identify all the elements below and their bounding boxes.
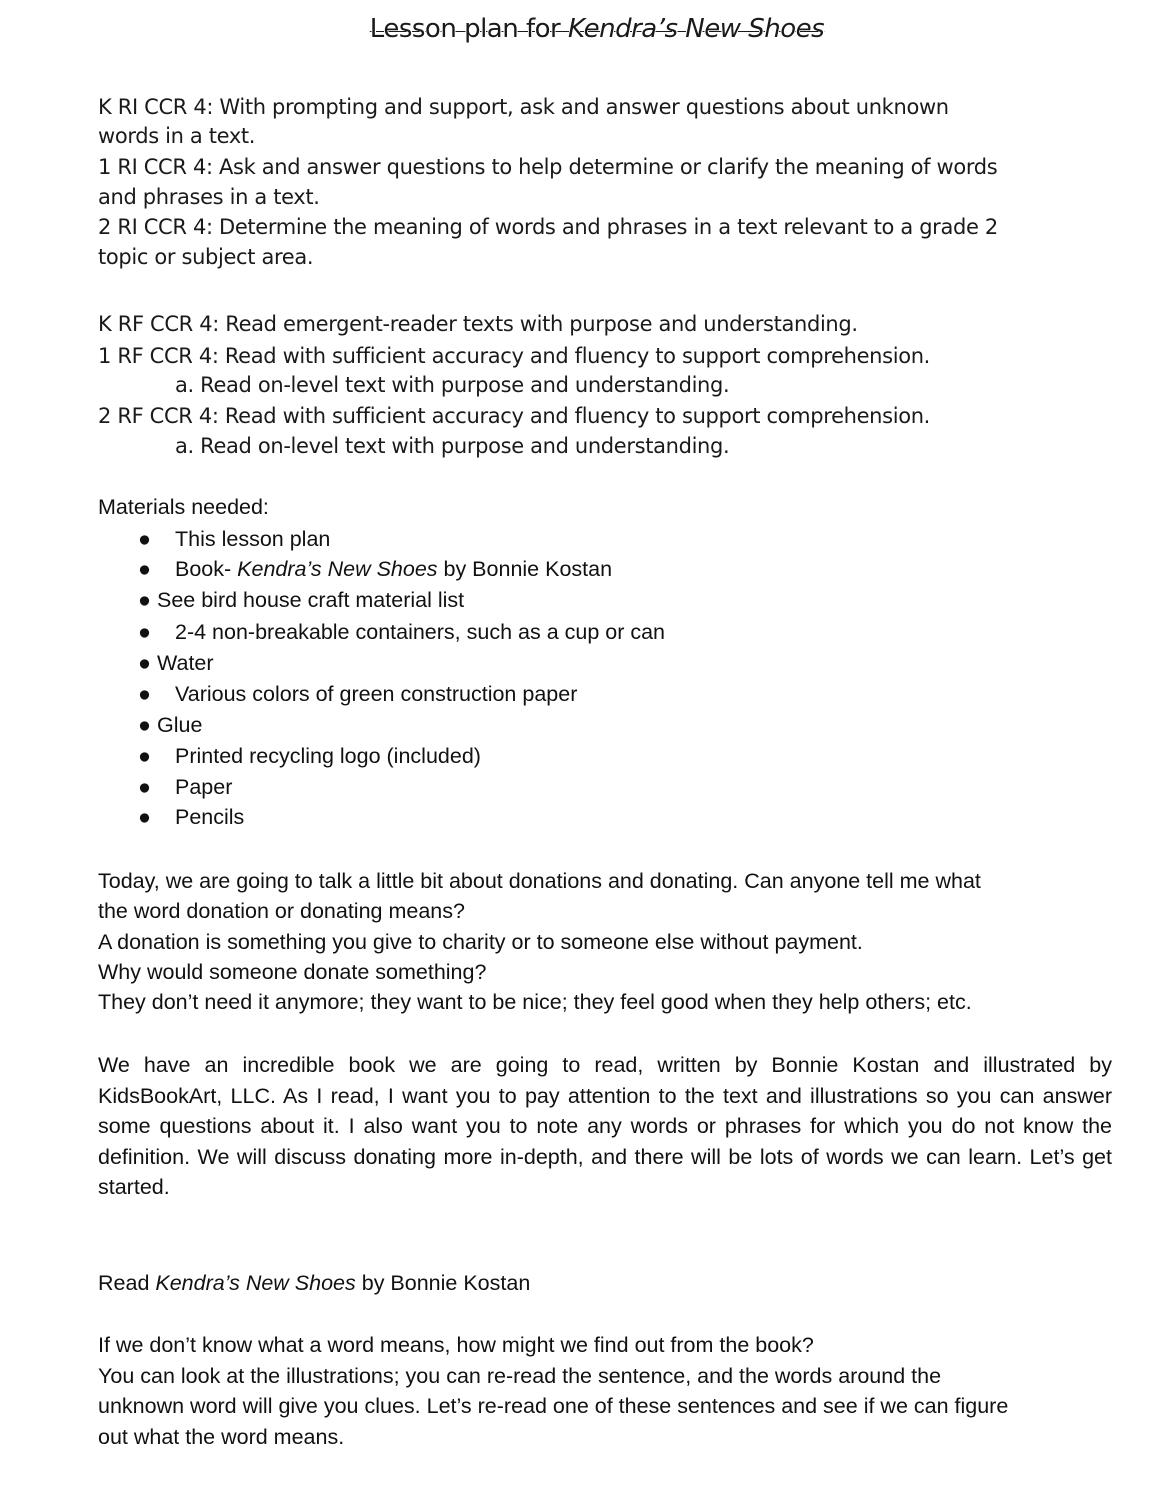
standard-2-rf: 2 RF CCR 4: Read with sufficient accuracy and fluency to support comprehension.: [98, 404, 930, 428]
bullet-icon: ●: [138, 527, 151, 551]
standard-2-ri-cont: topic or subject area.: [98, 245, 314, 269]
intro-line: They don’t need it anymore; they want to be nice; they feel good when they help others; etc.: [98, 990, 972, 1014]
book-title-italic: Kendra’s New Shoes: [155, 1271, 356, 1295]
standard-2-rf-a: a. Read on-level text with purpose and understanding.: [175, 434, 730, 458]
book-title-italic: Kendra’s New Shoes: [237, 557, 438, 581]
standard-1-ri-cont: and phrases in a text.: [98, 185, 320, 209]
standard-k-ri: K RI CCR 4: With prompting and support, ask and answer questions about unknown: [98, 95, 949, 119]
bullet-icon: ●: [138, 557, 151, 581]
standard-k-ri-cont: words in a text.: [98, 124, 256, 148]
page-title: [0, 14, 1159, 44]
bullet-icon: ●: [138, 805, 151, 829]
answer-line: You can look at the illustrations; you can re-read the sentence, and the words around the: [98, 1364, 942, 1388]
answer-line: out what the word means.: [98, 1425, 345, 1449]
question-line: If we don’t know what a word means, how might we find out from the book?: [98, 1333, 814, 1357]
intro-line: Today, we are going to talk a little bit about donations and donating. Can anyone tell me what: [98, 869, 981, 893]
bullet-icon: ●: [138, 713, 151, 737]
bullet-icon: ●: [138, 775, 151, 799]
intro-line: A donation is something you give to charity or to someone else without payment.: [98, 930, 863, 954]
bullet-icon: ●: [138, 620, 151, 644]
book-paragraph: We have an incredible book we are going to read, written by Bonnie Kostan and illustrated by KidsBookArt, LLC. As I read, I want you to pay attention to the text and illustrations so you can answer some questions about it. I also want you to note any words or phrases for which you do not know the definition. We will discuss donating more in-depth, and there will be lots of words we can learn. Let’s get started.: [98, 1053, 1112, 1199]
title-book-name: Kendra’s New Shoes: [567, 14, 825, 44]
read-instruction: Read Kendra’s New Shoes by Bonnie Kostan: [98, 1271, 531, 1295]
standard-1-rf: 1 RF CCR 4: Read with sufficient accuracy and fluency to support comprehension.: [98, 344, 930, 368]
title-prefix: Lesson plan for: [369, 14, 568, 44]
intro-line: Why would someone donate something?: [98, 960, 487, 984]
standard-1-ri: 1 RI CCR 4: Ask and answer questions to help determine or clarify the meaning of words: [98, 155, 998, 179]
document-page: Lesson plan for Kendra’s New Shoes K RI CCR 4: With prompting and support, ask and answer questions about unknown words in a text. 1 RI CCR 4: Ask and answer questions to help determine or clarify the meaning of words and phrases in a text. 2 RI CCR 4: Determine the meaning of words and phrases in a text relevant to a grade 2 topic or subject area. K RF CCR 4: Read emergent-reader texts with purpose and understanding. 1 RF CCR 4: Read with sufficient accuracy and fluency to support comprehension. a. Read on-level text with purpose and understanding. 2 RF CCR 4: Read with sufficient accuracy and fluency to support comprehension. a. Read on-level text with purpose and understanding. Materials needed: ● This lesson plan ● Book- Kendra’s New Shoes by Bonnie Kostan ● See bird house craft material list ● 2-4 non-breakable containers, such as a cup or can ● Water ● Various colors of green construction paper ● Glue ● Printed recycling logo (included) ● Paper ● Pencils Today, we are going to talk a little bit about donations and donating. Can anyone tell me what the word donation or donating means? A donation is something you give to charity or to someone else without payment. Why would someone donate something? They don’t need it anymore; they want to be nice; they feel good when they help others; etc. We have an incredible book we are going to read, written by Bonnie Kostan and illustrated by KidsBookArt, LLC. As I read, I want you to pay attention to the text and illustrations so you can answer some questions about it. I also want you to note any words or phrases for which you do not know the definition. We will discuss donating more in-depth, and there will be lots of words we can learn. Let’s get started. Read Kendra’s New Shoes by Bonnie Kostan If we don’t know what a word means, how might we find out from the book? You can look at the illustrations; you can re-read the sentence, and the words around the unknown word will give you clues. Let’s re-read one of these sentences and see if we can figure out what the word means.: [0, 0, 1159, 1500]
bullet-icon: ●: [138, 588, 151, 612]
bullet-icon: ●: [138, 744, 151, 768]
standard-2-ri: 2 RI CCR 4: Determine the meaning of words and phrases in a text relevant to a grade 2: [98, 215, 998, 239]
materials-heading: Materials needed:: [98, 495, 269, 519]
intro-line: the word donation or donating means?: [98, 899, 465, 923]
answer-line: unknown word will give you clues. Let’s re-read one of these sentences and see if we can figure: [98, 1394, 1009, 1418]
standard-1-rf-a: a. Read on-level text with purpose and understanding.: [175, 373, 730, 397]
bullet-icon: ●: [138, 682, 151, 706]
standard-k-rf: K RF CCR 4: Read emergent-reader texts with purpose and understanding.: [98, 312, 858, 336]
bullet-icon: ●: [138, 651, 151, 675]
